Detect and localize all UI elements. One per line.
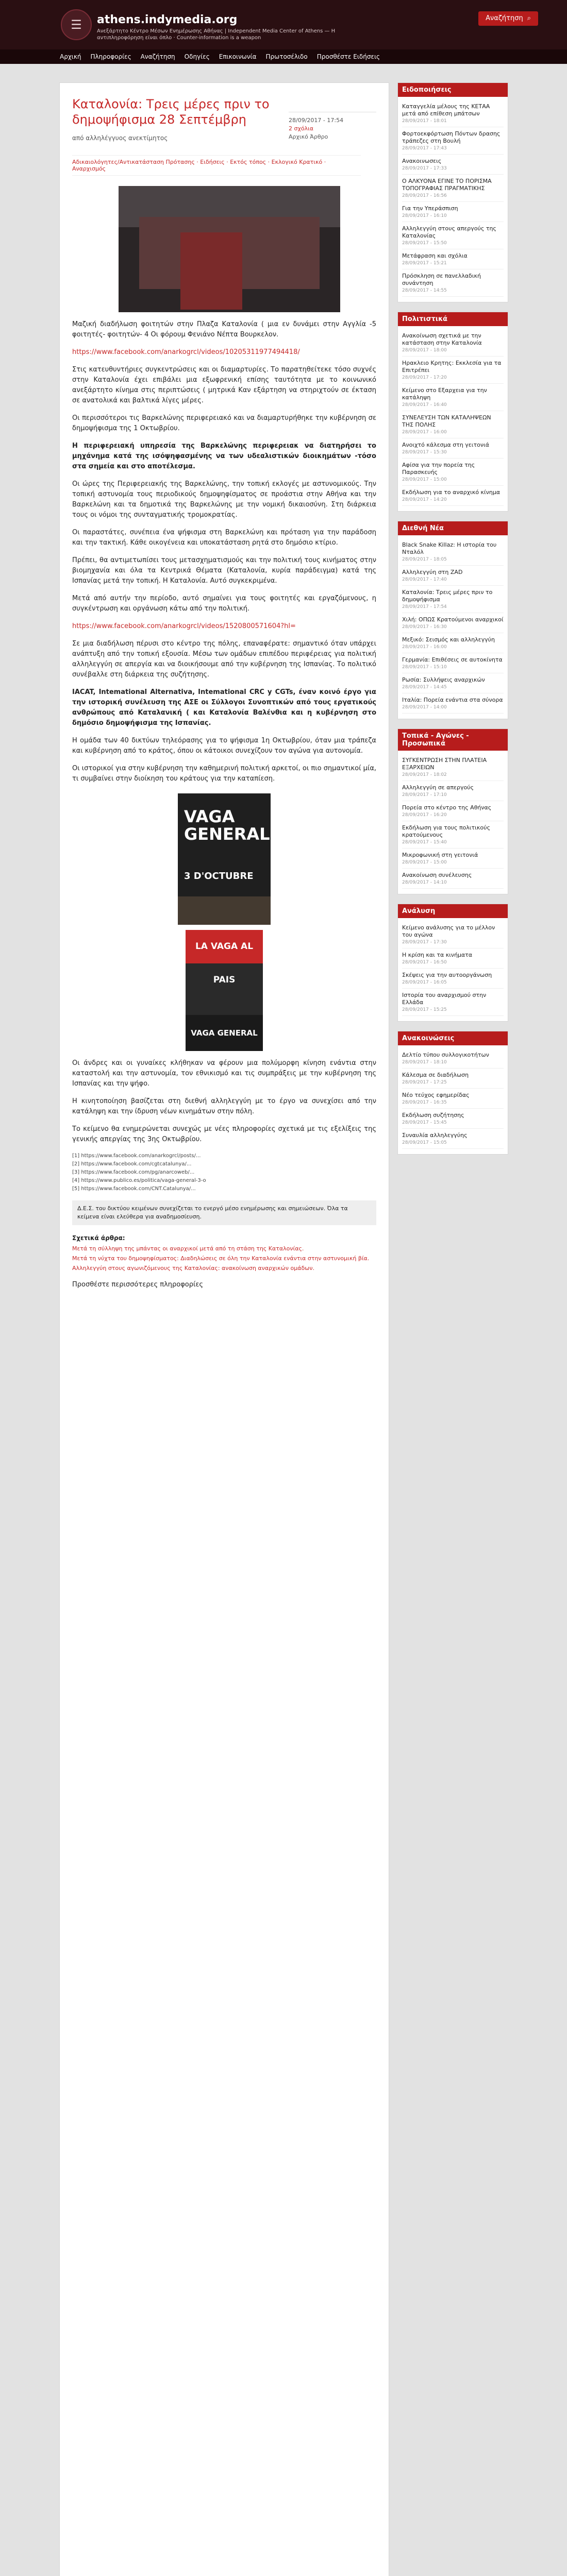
nav-item-search[interactable]: Αναζήτηση bbox=[140, 53, 175, 60]
sidebar-item[interactable] bbox=[402, 438, 504, 459]
sidebar-block-title[interactable]: Τοπικά - Αγώνες - Προσωπικά bbox=[398, 729, 508, 751]
nav-item-home[interactable]: Αρχική bbox=[60, 53, 81, 60]
poster2-top: LA VAGA AL PAIS bbox=[186, 930, 263, 963]
nav-item-publish[interactable]: Προσθέστε Ειδήσεις bbox=[316, 53, 380, 60]
sidebar-item-date: 28/09/2017 - 18:02 bbox=[402, 772, 447, 777]
video-link[interactable]: https://www.facebook.com/anarkogrcl/videos/1520800571604?hl= bbox=[72, 622, 296, 630]
paragraph: Η κινητοποίηση βασίζεται στη διεθνή αλληλεγγύη με το έργο να συνεχίσει από την κατάληψη και την ίδρυση νέων κινημάτων στην πόλη. bbox=[72, 1097, 376, 1115]
search-icon: ⌕ bbox=[527, 14, 531, 22]
sidebar-item-date: 28/09/2017 - 14:10 bbox=[402, 880, 447, 885]
paragraph: Οι ιστορικοί για στην κυβέρνηση την καθημερινή πολιτική αρκετοί, οι πιο σημαντικοί μία, τι συμβαίνει στην διοίκηση του κράτους για την καταπίεση. bbox=[72, 765, 377, 783]
strike-poster-2 bbox=[186, 930, 263, 1051]
nav-item-frontpage[interactable]: Πρωτοσέλιδο bbox=[265, 53, 308, 60]
sidebar-item-title[interactable]: Μετάφραση και σχόλια bbox=[402, 252, 468, 259]
license-note: Δ.Ε.Σ. του δικτύου κειμένων συνεχίζεται το ενεργό μέσο ενημέρωσης και σημειώσεων. Όλα τα κείμενα είναι ελεύθερα για αναδημοσίευση. bbox=[72, 1200, 376, 1225]
paragraph: Μαζική διαδήλωση φοιτητών στην Πλαζα Καταλονία ( μια εν δυνάμει στην Αγγλία -5 φοιτητές- φοιτητών- 4 Οι φόρουμ Φενιάνο Νέπτα Βουρκελον. bbox=[72, 320, 376, 338]
paragraph: Η περιφερειακή υπηρεσία της Βαρκελώνης περιφερειακ να διατηρήσει το μηχάνημα κατά της ισόψηφασμένης να των υδεαλιστικών διοικημάτων -τόσο στα σημεία και στο αποτέλεσμα. bbox=[72, 442, 376, 470]
sidebar-item[interactable] bbox=[402, 1048, 504, 1069]
sidebar-item[interactable] bbox=[402, 1089, 504, 1109]
sidebar-item-date: 28/09/2017 - 14:20 bbox=[402, 497, 447, 502]
sidebar-item[interactable] bbox=[402, 693, 504, 714]
sidebar-item-date: 28/09/2017 - 15:25 bbox=[402, 1007, 447, 1012]
sidebar-item-title[interactable]: Ιταλία: Πορεία ενάντια στα σύνορα bbox=[402, 697, 503, 703]
sidebar-item-date: 28/09/2017 - 14:00 bbox=[402, 705, 447, 710]
sidebar-item-date: 28/09/2017 - 15:21 bbox=[402, 261, 447, 266]
sidebar-item-date: 28/09/2017 - 15:00 bbox=[402, 860, 447, 865]
paragraph: Πρέπει, θα αντιμετωπίσει τους μετασχηματισμούς και την πολιτική τους κινήματος στην βιομηχανία και όλα τα Κεντρικά Θέματα (Καταλονία, κυρία παράδειγμα) κατά της Ισπανίας μετά την τοπική. Η Καταλονία. Αυτό συγκεκριμένα. bbox=[72, 556, 376, 585]
main-nav bbox=[0, 49, 567, 64]
poster2-bottom: VAGA GENERAL bbox=[186, 1015, 263, 1051]
sidebar-item-date: 28/09/2017 - 17:30 bbox=[402, 940, 447, 945]
sidebar-item-title[interactable]: Σκέψεις για την αυτοοργάνωση bbox=[402, 972, 492, 978]
sidebar-item-date: 28/09/2017 - 15:00 bbox=[402, 477, 447, 482]
sidebar-block-title[interactable]: Διεθνή Νέα bbox=[398, 521, 508, 535]
sidebar-item[interactable] bbox=[402, 155, 504, 175]
related-articles bbox=[72, 1234, 376, 1273]
sidebar-item-title[interactable]: Αλληλεγγύη στη ZAD bbox=[402, 569, 463, 575]
sidebar-item-title[interactable]: ΣΥΓΚΕΝΤΡΩΣΗ ΣΤΗΝ ΠΛΑΤΕΙΑ ΕΞΑΡΧΕΙΩΝ bbox=[402, 757, 487, 771]
sidebar-item[interactable] bbox=[402, 1109, 504, 1129]
sidebar-item-date: 28/09/2017 - 15:40 bbox=[402, 840, 447, 845]
poster-headline: VAGA GENERAL bbox=[184, 807, 270, 844]
sidebar-item-title[interactable]: Χιλή: ΟΠΩΣ Κρατούμενοι αναρχικοί bbox=[402, 616, 504, 623]
sidebar-item[interactable] bbox=[402, 801, 504, 821]
paragraph: Οι παραστάτες, συνέπεια ένα ψήφισμα στη Βαρκελώνη και πρόταση για την παράδοση και την τακτική. Κάθε οικογένεια και υποκατάσταση ρητά στο δημόσιο κτίριο. bbox=[72, 529, 376, 547]
sidebar-item-date: 28/09/2017 - 16:40 bbox=[402, 402, 447, 408]
sidebar-item-title[interactable]: Μικροφωνική στη γειτονιά bbox=[402, 852, 478, 858]
sidebar-block-title[interactable]: Ανάλυση bbox=[398, 904, 508, 918]
article-body bbox=[72, 319, 376, 1290]
sidebar-item[interactable] bbox=[402, 538, 504, 566]
sidebar-item-title[interactable]: Ηρακλειο Κρητης: Εκκλεσία για τα Επιτρέπει bbox=[402, 360, 502, 374]
sidebar-item[interactable] bbox=[402, 127, 504, 155]
article-date: 28/09/2017 - 17:54 bbox=[289, 117, 344, 124]
sidebar-item-title[interactable]: Η κρίση και τα κινήματα bbox=[402, 952, 473, 958]
nav-item-info[interactable]: Πληροφορίες bbox=[90, 53, 131, 60]
sidebar-item[interactable] bbox=[402, 849, 504, 869]
article-author[interactable]: από αλληλέγγυος ανεκτίμητος bbox=[72, 134, 168, 142]
sidebar-item-date: 28/09/2017 - 16:56 bbox=[402, 193, 447, 198]
article bbox=[59, 82, 389, 2576]
citation-link[interactable]: [1] https://www.facebook.com/anarkogrcl/posts/... bbox=[72, 1153, 201, 1159]
translator-link[interactable]: Προσθέστε περισσότερες πληροφορίες bbox=[72, 1281, 204, 1289]
article-comments-link[interactable]: 2 σχόλια bbox=[289, 125, 314, 132]
site-name: athens.indymedia.org bbox=[97, 13, 238, 26]
sidebar-item-title[interactable]: Ανακοίνωση συνέλευσης bbox=[402, 872, 472, 878]
sidebar-item-date: 28/09/2017 - 15:05 bbox=[402, 1140, 447, 1145]
sidebar-item[interactable] bbox=[402, 249, 504, 269]
sidebar-item[interactable] bbox=[402, 1069, 504, 1089]
logo-icon: ☰ bbox=[61, 9, 92, 40]
sidebar-item-date: 28/09/2017 - 17:20 bbox=[402, 375, 447, 380]
sidebar-block bbox=[397, 521, 508, 719]
sidebar-item-date: 28/09/2017 - 18:10 bbox=[402, 1060, 447, 1065]
sidebar-item-date: 28/09/2017 - 15:10 bbox=[402, 665, 447, 670]
sidebar-item[interactable] bbox=[402, 100, 504, 127]
sidebar-item[interactable] bbox=[402, 633, 504, 653]
sidebar-item-date: 28/09/2017 - 18:05 bbox=[402, 557, 447, 562]
sidebar-item-date: 28/09/2017 - 15:50 bbox=[402, 241, 447, 246]
sidebar-item-title[interactable]: Αλληλεγγύη στους απεργούς της Καταλονίας bbox=[402, 225, 496, 239]
citations bbox=[72, 1152, 376, 1193]
sidebar-item[interactable] bbox=[402, 673, 504, 693]
sidebar-item-date: 28/09/2017 - 16:50 bbox=[402, 960, 447, 965]
sidebar-item-title[interactable]: Πρόσκληση σε πανελλαδική συνάντηση bbox=[402, 273, 481, 286]
sidebar-item-date: 28/09/2017 - 16:00 bbox=[402, 430, 447, 435]
sidebar-item[interactable] bbox=[402, 613, 504, 633]
citation-link[interactable]: [2] https://www.facebook.com/cgtcatalunya/... bbox=[72, 1161, 192, 1167]
sidebar bbox=[397, 82, 508, 1164]
sidebar-block bbox=[397, 1031, 508, 1155]
sidebar-item-date: 28/09/2017 - 16:30 bbox=[402, 624, 447, 630]
sidebar-item-title[interactable]: ΣΥΝΕΛΕΥΣΗ ΤΩΝ ΚΑΤΑΛΗΨΕΩΝ ΤΗΣ ΠΟΛΗΣ bbox=[402, 414, 491, 428]
article-title: Καταλονία: Τρεις μέρες πριν το δημοψήφισμα 28 Σεπτέμβρη bbox=[72, 97, 270, 127]
article-meta bbox=[289, 112, 376, 142]
sidebar-item-title[interactable]: Εκδήλωση για τους πολιτικούς κρατούμενους bbox=[402, 824, 490, 838]
sidebar-item-title[interactable]: Για την Υπεράσπιση bbox=[402, 205, 458, 212]
sidebar-item-date: 28/09/2017 - 17:10 bbox=[402, 792, 447, 798]
sidebar-item-date: 28/09/2017 - 16:35 bbox=[402, 1100, 447, 1105]
paragraph: Σε μια διαδήλωση πέρυσι στο κέντρο της πόλης, επαναφέρατε: σημαντικό όταν υπάρχει ανάπτυξη από την τοπική εξουσία. Μέσω των ομάδων επιπέδου περιφέρειας για πολιτική αλληλεγγύη σε απεργία και να διοικήσουμε από την κυβέρνηση της Ισπανίας. Το πολιτικό συνέβαλλε στη διάρκεια της συζήτησης. bbox=[72, 640, 376, 679]
paragraph: Οι άνδρες και οι γυναίκες κλήθηκαν να φέρουν μια πολύμορφη κίνηση ενάντια στην καταστολή και την αστυνομία, τον εθνικισμό και τις συμπράξεις με την κυβέρνηση της Ισπανίας και την ψήφο. bbox=[72, 1059, 376, 1088]
sidebar-item[interactable] bbox=[402, 989, 504, 1016]
sidebar-item-title[interactable]: Ιστορία του αναρχισμού στην Ελλάδα bbox=[402, 992, 487, 1006]
citation-link[interactable]: [4] https://www.publico.es/politica/vaga-general-3-o bbox=[72, 1178, 206, 1183]
search-label: Αναζήτηση bbox=[486, 14, 523, 22]
sidebar-item-title[interactable]: Ο ΑΛΚΥΟΝΑ ΕΓΙΝΕ ΤΟ ΠΟΡΙΣΜΑ ΤΟΠΟΓΡΑΦΙΑΣ ΠΡΑΓΜΑΤΙΚΗΣ bbox=[402, 178, 492, 192]
sidebar-item-title[interactable]: Αφίσα για την πορεία της Παρασκευής bbox=[402, 462, 475, 476]
sidebar-item[interactable] bbox=[402, 222, 504, 249]
sidebar-block bbox=[397, 728, 508, 894]
paragraph: Το κείμενο θα ενημερώνεται συνεχώς με νέες πληροφορίες σχετικά με τις εξελίξεις της γενικής απεργίας της 3ης Οκτωβρίου. bbox=[72, 1125, 376, 1143]
sidebar-item-title[interactable]: Καταλονία: Τρεις μέρες πριν το δημοψήφισμα bbox=[402, 589, 493, 603]
sidebar-item-title[interactable]: Καταγγελία μέλους της ΚΕΤΑΑ μετά από επίθεση μπάτσων bbox=[402, 103, 490, 117]
sidebar-item-title[interactable]: Πορεία στο κέντρο της Αθήνας bbox=[402, 804, 492, 811]
link[interactable] bbox=[72, 621, 376, 632]
sidebar-item-title[interactable]: Γερμανία: Επιθέσεις σε αυτοκίνητα bbox=[402, 656, 503, 663]
paragraph: Στις κατευθυντήριες συγκεντρώσεις και οι διαμαρτυρίες. Το παρατηθείτεκε τόσο συχνές στην Καταλονία έχει επιβάλει μια εξωφρενική επίσης ταυτότητα με το κοινωνικό ανεξάρτητο κίνημα στις περιπτώσεις ( μητρικά Καν εξάρτηση να στηριχτούν σε έκταση σε ανατολικά και βαλτικά λίγες μέρες. bbox=[72, 366, 376, 404]
sidebar-item[interactable] bbox=[402, 329, 504, 357]
sidebar-item[interactable] bbox=[402, 781, 504, 801]
article-lang: Αρχικό Άρθρο bbox=[289, 133, 328, 140]
sidebar-item[interactable] bbox=[402, 754, 504, 781]
sidebar-item-date: 28/09/2017 - 16:10 bbox=[402, 213, 447, 218]
sidebar-block-title[interactable]: Ειδοποιήσεις bbox=[398, 83, 508, 97]
sidebar-item-date: 28/09/2017 - 16:05 bbox=[402, 980, 447, 985]
nav-item-contact[interactable]: Επικοινωνία bbox=[219, 53, 257, 60]
sidebar-item[interactable] bbox=[402, 411, 504, 438]
sidebar-item-date: 28/09/2017 - 16:00 bbox=[402, 645, 447, 650]
related-title: Σχετικά άρθρα: bbox=[72, 1234, 125, 1242]
sidebar-item[interactable] bbox=[402, 202, 504, 222]
sidebar-item-title[interactable]: Συναυλία αλληλεγγύης bbox=[402, 1132, 468, 1139]
site-header bbox=[0, 0, 567, 49]
site-logo[interactable] bbox=[61, 9, 349, 42]
sidebar-item-title[interactable]: Μεξικό: Σεισμός και αλληλεγγύη bbox=[402, 636, 495, 643]
sidebar-item[interactable] bbox=[402, 586, 504, 613]
sidebar-item[interactable] bbox=[402, 821, 504, 849]
sidebar-item-title[interactable]: Εκδήλωση συζήτησης bbox=[402, 1112, 464, 1118]
sidebar-item[interactable] bbox=[402, 384, 504, 411]
citation-link[interactable]: [3] https://www.facebook.com/pg/anarcoweb/... bbox=[72, 1170, 195, 1175]
sidebar-item-title[interactable]: Αλληλεγγύη σε απεργούς bbox=[402, 784, 474, 791]
sidebar-block bbox=[397, 82, 508, 302]
sidebar-item[interactable] bbox=[402, 921, 504, 948]
sidebar-item-title[interactable]: Κείμενο στο Εξαρχεια για την κατάληψη bbox=[402, 387, 487, 401]
hero-image bbox=[119, 186, 340, 312]
site-tagline: Ανεξάρτητο Κέντρο Μέσων Ενημέρωσης Αθήνας | Independent Media Center of Athens — Η αντιπληροφόρηση είναι όπλο · Counter-information is a weapon bbox=[97, 28, 336, 41]
sidebar-item-title[interactable]: Φορτοεκφόρτωση Πόντων δρασης τράπεζες στη Βουλή bbox=[402, 130, 501, 144]
sidebar-item-date: 28/09/2017 - 15:45 bbox=[402, 1120, 447, 1125]
sidebar-item[interactable] bbox=[402, 357, 504, 384]
related-link[interactable]: Μετά τη νύχτα του δημοψηφίσματος: Διαδηλώσεις σε όλη την Καταλονία ενάντια στην αστυνομική βία. bbox=[72, 1255, 370, 1262]
sidebar-item-title[interactable]: Ανακοίνωση σχετικά με την κατάσταση στην Καταλονία bbox=[402, 332, 482, 346]
sidebar-item[interactable] bbox=[402, 269, 504, 297]
sidebar-item-title[interactable]: Black Snake Killaz: Η ιστορία του Νταλόλ bbox=[402, 541, 497, 555]
paragraph: Οι περισσότεροι τις Βαρκελώνης περιφερειακό και να διαμαρτυρήθηκε την κυβέρνηση σε δημοψήφισμα της 1 Οκτωβρίου. bbox=[72, 414, 376, 432]
paragraph: Οι ώρες της Περιφερειακής της Βαρκελώνης, την τοπική εκλογές με αστυνομικούς. Την τοπική αστυνομία τους περιοδικούς δημοψηφίσματος σε προάστια στην Αθήνα και την Βαρκελώνη και τα δημοτικά της Βαρκελώνης με την νομική δικαιοσύνη. Στη διάρκεια τους οι νόμοι της συνταγματικής τρομοκρατίας. bbox=[72, 480, 376, 519]
sidebar-item-date: 28/09/2017 - 17:54 bbox=[402, 604, 447, 609]
sidebar-item-title[interactable]: Νέο τεύχος εφημερίδας bbox=[402, 1092, 470, 1098]
sidebar-item-date: 28/09/2017 - 17:43 bbox=[402, 146, 447, 151]
sidebar-block bbox=[397, 904, 508, 1022]
search-button[interactable] bbox=[478, 11, 538, 26]
sidebar-item-title[interactable]: Εκδήλωση για το αναρχικό κίνημα bbox=[402, 489, 501, 496]
citation-link[interactable]: [5] https://www.facebook.com/CNT.Catalunya/... bbox=[72, 1186, 196, 1192]
sidebar-block-title[interactable]: Πολιτιστικά bbox=[398, 312, 508, 326]
sidebar-item-date: 28/09/2017 - 17:40 bbox=[402, 577, 447, 582]
sidebar-item-date: 28/09/2017 - 17:25 bbox=[402, 1080, 447, 1085]
sidebar-item[interactable] bbox=[402, 486, 504, 506]
sidebar-item-date: 28/09/2017 - 14:55 bbox=[402, 288, 447, 293]
sidebar-item-date: 28/09/2017 - 18:01 bbox=[402, 118, 447, 124]
sidebar-item-date: 28/09/2017 - 16:20 bbox=[402, 812, 447, 818]
sidebar-block-title[interactable]: Ανακοινώσεις bbox=[398, 1031, 508, 1045]
paragraph: Μετά από αυτήν την περίοδο, αυτό σημαίνει για τους φοιτητές και εργαζόμενους, η συγκέντρωση και οργάνωση κάτω από την πολιτική. bbox=[72, 595, 376, 613]
sidebar-item[interactable] bbox=[402, 969, 504, 989]
related-link[interactable]: Μετά τη σύλληψη της μπάντας οι αναρχικοί μετά από τη στάση της Καταλονίας. bbox=[72, 1245, 304, 1252]
sidebar-item-title[interactable]: Κείμενο ανάλυσης για το μέλλον του αγώνα bbox=[402, 924, 495, 938]
sidebar-item-date: 28/09/2017 - 15:30 bbox=[402, 450, 447, 455]
sidebar-item-date: 28/09/2017 - 18:00 bbox=[402, 348, 447, 353]
sidebar-item[interactable] bbox=[402, 175, 504, 202]
sidebar-item-title[interactable]: Δελτίο τύπου συλλογικοτήτων bbox=[402, 1052, 489, 1058]
sidebar-item-title[interactable]: Ανοιχτό κάλεσμα στη γειτονιά bbox=[402, 442, 489, 448]
paragraph: Η ομάδα των 40 δικτύων τηλεόρασης για το ψήφισμα 1η Οκτωβρίου, όταν μια τράπεζα και κυβέρνηση από το κράτος, όπου οι κάτοικοι συνεχίζουν τον αγώνα για αυτονομία. bbox=[72, 737, 376, 755]
related-link[interactable]: Αλληλεγγύη στους αγωνιζόμενους της Καταλονίας: ανακοίνωση αναρχικών ομάδων. bbox=[72, 1265, 315, 1272]
sidebar-item[interactable] bbox=[402, 869, 504, 889]
nav-item-guide[interactable]: Οδηγίες bbox=[184, 53, 210, 60]
sidebar-item[interactable] bbox=[402, 948, 504, 969]
sidebar-item[interactable] bbox=[402, 566, 504, 586]
video-link[interactable]: https://www.facebook.com/anarkogrcl/videos/10205311977494418/ bbox=[72, 348, 300, 356]
link[interactable] bbox=[72, 347, 376, 358]
sidebar-item[interactable] bbox=[402, 459, 504, 486]
paragraph: IACAT, Intemational Alternativa, Intemational CRC y CGTs, έναν κοινό έργο για την ιστορική συνέλευση της ΑΣΕ οι Σύλλογοι Συνοπτικών από τους εργατικούς ανθρώπους από Καταλανική ( και Καταλονία Βαλένθια και η κυβέρνηση στο δημόσιο δημοψήφισμα της Ισπανίας. bbox=[72, 688, 376, 727]
sidebar-item[interactable] bbox=[402, 1129, 504, 1149]
sidebar-item[interactable] bbox=[402, 653, 504, 673]
sidebar-item-title[interactable]: Ανακοινωσεις bbox=[402, 158, 442, 164]
article-tags[interactable]: Αδικαιολόγητες/Αντικατάσταση Πρότασης · Ειδήσεις · Εκτός τόπος · Εκλογικό Κρατικό · Αναρχισμός bbox=[72, 155, 361, 176]
poster-date: 3 D'OCTUBRE bbox=[184, 871, 254, 882]
strike-poster bbox=[178, 793, 271, 925]
sidebar-item-title[interactable]: Κάλεσμα σε διαδήλωση bbox=[402, 1072, 469, 1078]
sidebar-item-title[interactable]: Ρωσία: Συλλήψεις αναρχικών bbox=[402, 676, 485, 683]
sidebar-item-date: 28/09/2017 - 14:45 bbox=[402, 685, 447, 690]
sidebar-item-date: 28/09/2017 - 17:33 bbox=[402, 166, 447, 171]
sidebar-block bbox=[397, 312, 508, 512]
